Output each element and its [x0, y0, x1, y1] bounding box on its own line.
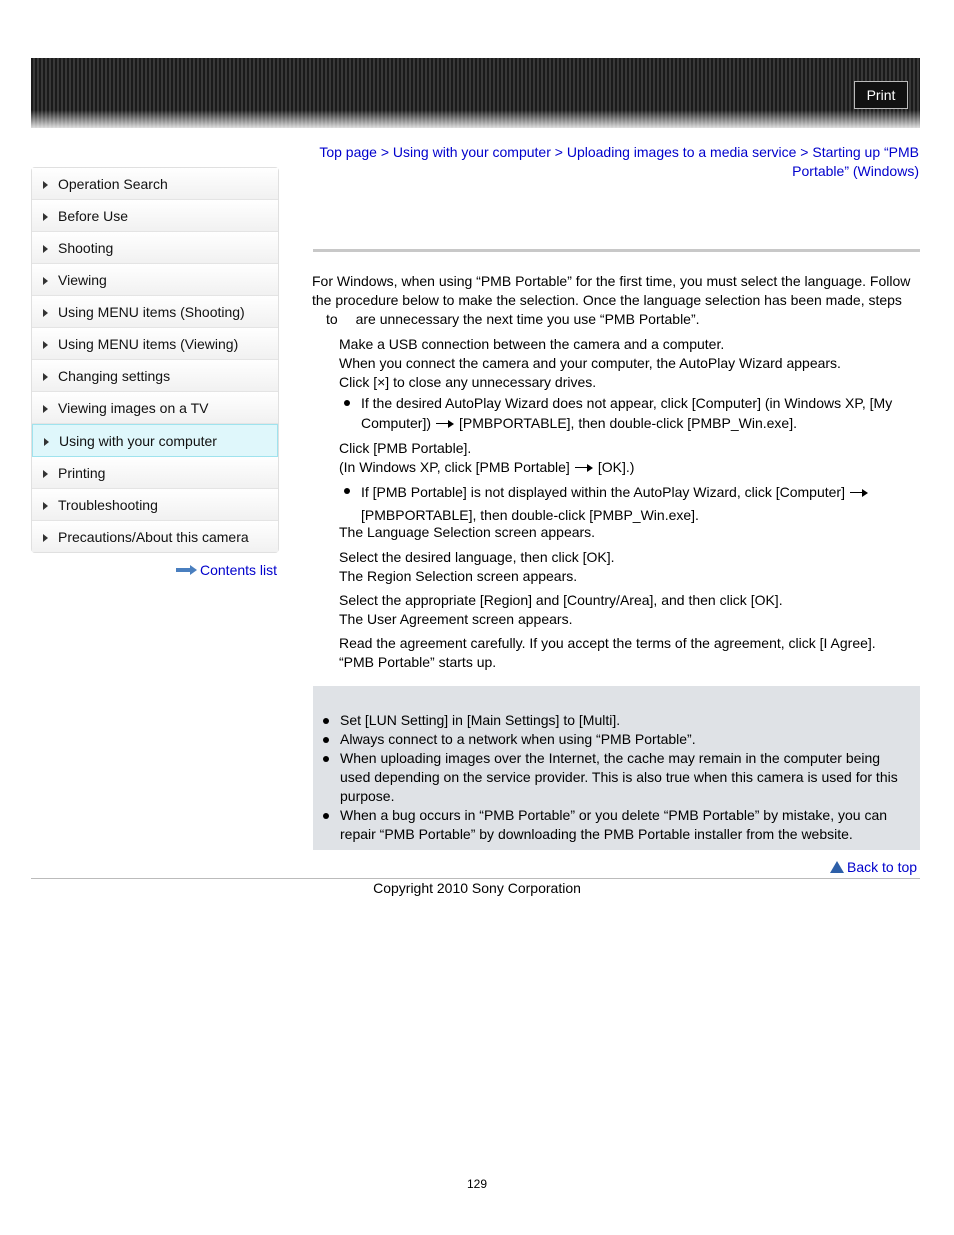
- sidebar-item-changing-settings[interactable]: [32, 360, 278, 392]
- sidebar-item-before-use[interactable]: [32, 200, 278, 232]
- sidebar-item-label: Shooting: [58, 239, 114, 256]
- breadcrumb-using-computer[interactable]: Using with your computer: [392, 144, 551, 160]
- arrow-right-icon: [575, 464, 593, 472]
- sidebar-item-label: Printing: [58, 464, 106, 481]
- footer-divider: [31, 878, 920, 879]
- list-item: [321, 730, 911, 749]
- step-text: Click [PMB Portable].: [339, 440, 472, 456]
- triangle-right-icon: [43, 341, 48, 349]
- intro-text: are unnecessary the next time you use “PMB Portable”.: [355, 311, 700, 327]
- sidebar-item-operation-search[interactable]: [32, 168, 278, 200]
- step-text: Make a USB connection between the camera and a computer.: [339, 336, 725, 352]
- sidebar-item-viewing[interactable]: [32, 264, 278, 296]
- breadcrumb-separator: >: [796, 144, 813, 160]
- bullet-text: [361, 481, 873, 527]
- sidebar-nav: [31, 167, 279, 553]
- copyright-text: Copyright 2010 Sony Corporation: [373, 880, 581, 896]
- arrow-right-icon: [436, 420, 454, 428]
- triangle-right-icon: [43, 470, 48, 478]
- sidebar-item-troubleshooting[interactable]: [32, 489, 278, 521]
- contents-list-link[interactable]: [176, 562, 277, 578]
- triangle-right-icon: [43, 181, 48, 189]
- triangle-up-icon: [830, 861, 844, 873]
- notes-list: [321, 711, 911, 844]
- arrow-right-icon: [176, 565, 198, 575]
- bullet-icon: [323, 813, 329, 819]
- list-item: [339, 481, 909, 527]
- arrow-right-icon: [850, 489, 868, 497]
- sidebar-item-precautions[interactable]: [32, 521, 278, 552]
- sidebar-item-label: Using MENU items (Shooting): [58, 303, 245, 320]
- back-to-top-label: Back to top: [847, 859, 918, 875]
- step-text: Read the agreement carefully. If you accept the terms of the agreement, click [I Agree].: [339, 635, 876, 651]
- breadcrumb-top-page[interactable]: Top page: [319, 144, 377, 160]
- back-to-top-link[interactable]: [830, 859, 917, 875]
- intro-text: For Windows, when using “PMB Portable” for the first time, you must select the language. Follow the procedure below to make the selection. Once the language selection has been made, steps: [312, 273, 911, 308]
- step-text: The Language Selection screen appears.: [339, 524, 596, 540]
- sidebar-item-viewing-tv[interactable]: [32, 392, 278, 424]
- sidebar-item-label: Using with your computer: [59, 432, 217, 449]
- intro-paragraph: [312, 272, 919, 329]
- sidebar-item-label: Operation Search: [58, 175, 168, 192]
- bullet-text: [361, 393, 909, 433]
- sidebar-item-label: Viewing images on a TV: [58, 399, 209, 416]
- step-2: [339, 439, 909, 542]
- step-5: [339, 634, 876, 672]
- step-text: [339, 458, 909, 477]
- bullet-icon: [344, 488, 350, 494]
- step-3: [339, 548, 615, 586]
- step-text: The User Agreement screen appears.: [339, 611, 573, 627]
- step-text: Select the desired language, then click [OK].: [339, 549, 615, 565]
- sidebar-item-menu-shooting[interactable]: [32, 296, 278, 328]
- step-text-part: (In Windows XP, click [PMB Portable]: [339, 459, 570, 475]
- breadcrumb: [312, 143, 919, 181]
- triangle-right-icon: [43, 373, 48, 381]
- breadcrumb-current-page[interactable]: Starting up “PMB Portable” (Windows): [792, 144, 919, 179]
- bullet-text-part: If [PMB Portable] is not displayed within the AutoPlay Wizard, click [Computer]: [361, 484, 845, 500]
- step-text: The Region Selection screen appears.: [339, 568, 578, 584]
- header-banner: [31, 58, 920, 128]
- list-item: [321, 749, 911, 806]
- bullet-icon: [323, 756, 329, 762]
- list-item: [339, 393, 909, 433]
- note-text: Always connect to a network when using “PMB Portable”.: [340, 731, 696, 747]
- step-text: When you connect the camera and your computer, the AutoPlay Wizard appears.: [339, 355, 841, 371]
- bullet-icon: [323, 737, 329, 743]
- title-divider: [313, 249, 920, 252]
- note-text: Set [LUN Setting] in [Main Settings] to [Multi].: [340, 712, 621, 728]
- step-text: “PMB Portable” starts up.: [339, 654, 497, 670]
- sidebar-item-label: Changing settings: [58, 367, 171, 384]
- triangle-right-icon: [43, 245, 48, 253]
- triangle-right-icon: [43, 213, 48, 221]
- sidebar-item-printing[interactable]: [32, 457, 278, 489]
- page-number: 129: [466, 1177, 488, 1191]
- triangle-right-icon: [43, 534, 48, 542]
- sidebar-item-label: Troubleshooting: [58, 496, 158, 513]
- breadcrumb-uploading[interactable]: Uploading images to a media service: [566, 144, 797, 160]
- list-item: [321, 711, 911, 730]
- triangle-right-icon: [43, 502, 48, 510]
- note-text: When uploading images over the Internet, the cache may remain in the computer being used depending on the service provider. This is also true when this camera is used for this purpose.: [340, 750, 898, 804]
- breadcrumb-separator: >: [550, 144, 567, 160]
- sidebar-item-label: Using MENU items (Viewing): [58, 335, 239, 352]
- bullet-icon: [344, 400, 350, 406]
- sidebar-item-computer[interactable]: [32, 424, 278, 457]
- contents-list-label: Contents list: [200, 562, 278, 578]
- step-text: Select the appropriate [Region] and [Country/Area], and then click [OK].: [339, 592, 783, 608]
- bullet-text-part: [PMBPORTABLE], then double-click [PMBP_Win.exe].: [459, 415, 797, 431]
- print-button[interactable]: Print: [854, 81, 908, 109]
- bullet-text-part: [PMBPORTABLE], then double-click [PMBP_Win.exe].: [361, 507, 699, 523]
- sidebar-item-label: Precautions/About this camera: [58, 528, 249, 545]
- step-text-part: [OK].): [597, 459, 635, 475]
- sidebar-item-label: Viewing: [58, 271, 107, 288]
- triangle-right-icon: [44, 438, 49, 446]
- main-content: [312, 272, 919, 670]
- triangle-right-icon: [43, 405, 48, 413]
- notes-panel: [313, 686, 920, 850]
- step-4: [339, 591, 783, 629]
- bullet-icon: [323, 718, 329, 724]
- breadcrumb-separator: >: [376, 144, 393, 160]
- list-item: [321, 806, 911, 844]
- sidebar-item-shooting[interactable]: [32, 232, 278, 264]
- triangle-right-icon: [43, 277, 48, 285]
- step-text: Click [×] to close any unnecessary drives.: [339, 374, 597, 390]
- note-text: When a bug occurs in “PMB Portable” or you delete “PMB Portable” by mistake, you can repair “PMB Portable” by downloading the PMB Portable installer from the website.: [340, 807, 888, 842]
- sidebar-item-menu-viewing[interactable]: [32, 328, 278, 360]
- triangle-right-icon: [43, 309, 48, 317]
- sidebar-item-label: Before Use: [58, 207, 129, 224]
- intro-text: to: [326, 311, 338, 327]
- bullet-text-part: If the desired AutoPlay Wizard does not appear, click [Computer] (in Windows XP, [My Computer]): [361, 395, 893, 431]
- step-1: [339, 335, 909, 433]
